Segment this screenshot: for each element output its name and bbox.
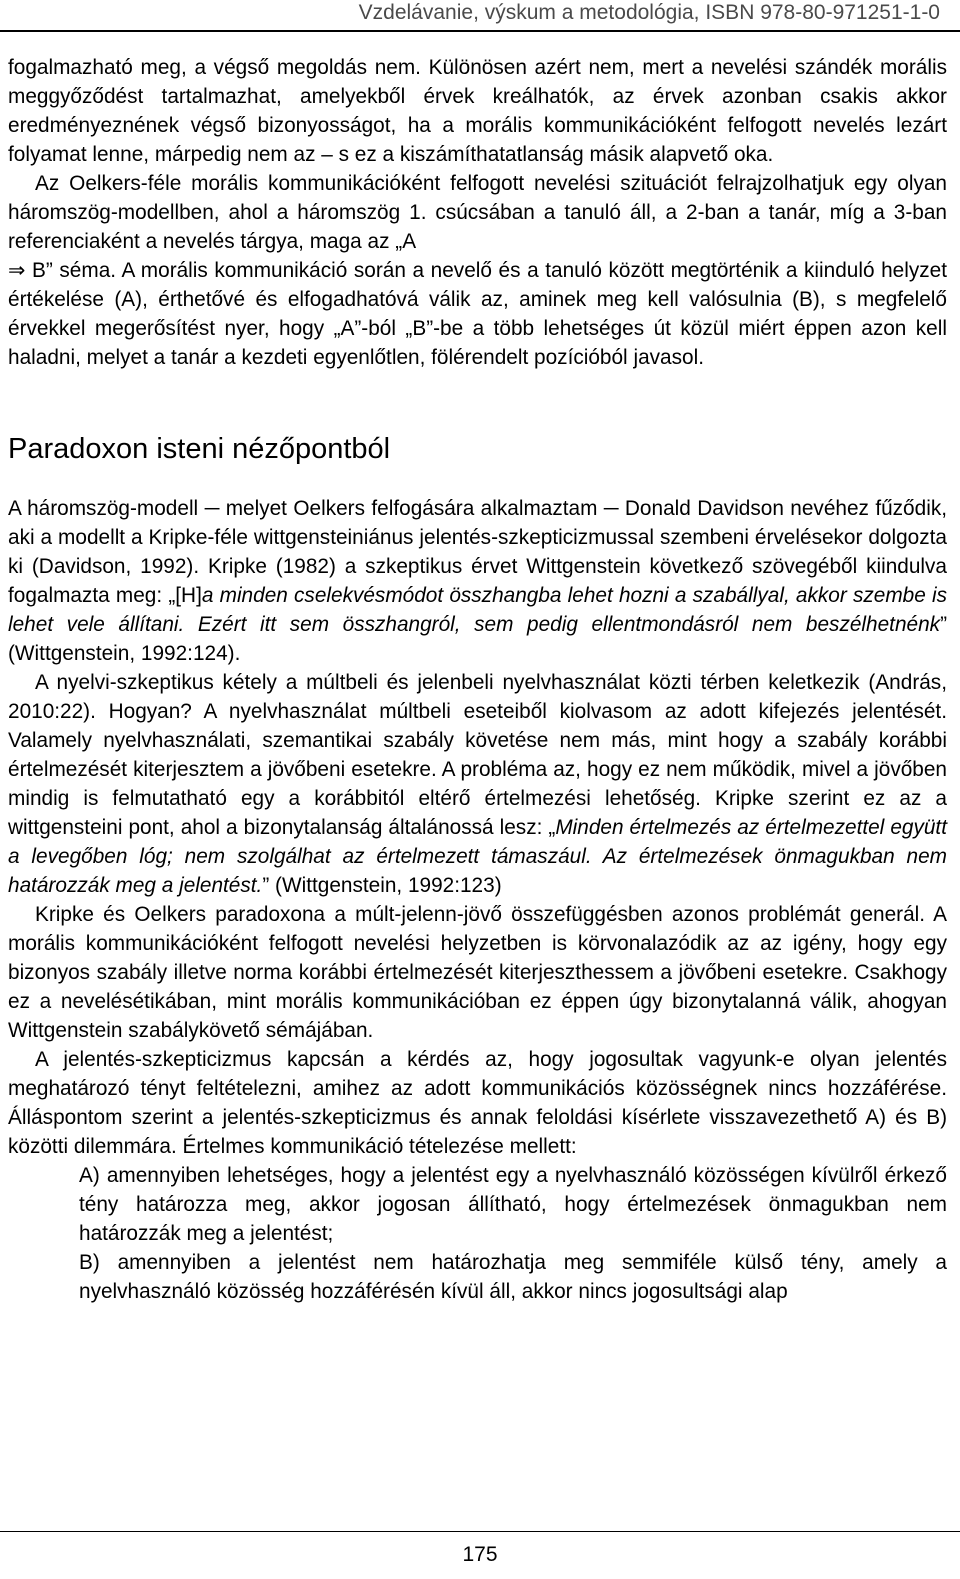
quote-italic: Minden értelmezés az értelmezettel együtt a levegőben lóg; nem szolgálhat az értelmezett támaszául. Az értelmezések önmagukban nem határozzák meg a jelentést. [8,816,947,897]
footer-rule [0,1531,960,1532]
list-item-b: B) amennyiben a jelentést nem határozhatja meg semmiféle külső tény, amely a nyelvhasználó közösség hozzáférésén kívül áll, akkor nincs jogosultsági alap [79,1251,947,1303]
header-rule [0,30,960,32]
page-number: 175 [462,1543,498,1566]
paragraph [8,668,947,900]
page-body [8,53,947,1306]
section-heading: Paradoxon isteni nézőpontból [8,433,391,465]
list-item-a: A) amennyiben lehetséges, hogy a jelentést egy a nyelvhasználó közösségen kívülről érkező tény határozza meg, akkor jogosan állítható, hogy értelmezések önmagukban nem határozzák meg a jelentést; [79,1164,947,1245]
paragraph: A jelentés-szkepticizmus kapcsán a kérdés az, hogy jogosultak vagyunk-e olyan jelentés meghatározó tényt feltételezni, amihez az adott kommunikációs közösségnek nincs hozzáférése. Álláspontom szerint a jelentés-szkepticizmus és annak feloldási kísérlete visszavezethető A) és B) közötti dilemmára. Értelmes kommunikáció tételezése mellett: [8,1048,947,1158]
paragraph: Kripke és Oelkers paradoxona a múlt-jelenn-jövő összefüggésben azonos problémát generál. A morális kommunikációként felfogott nevelési helyzetben is körvonalazódik az az igény, hogy egy bizonyos szabály illetve norma korábbi értelmezését kiterjeszthessem a jövőbeni esetekre. Csakhogy ez a nevelésétikában, mint morális kommunikációban ez éppen úgy bizonytalanná válik, ahogyan Wittgenstein szabálykövető sémájában. [8,903,947,1042]
paragraph-text: Az Oelkers-féle morális kommunikációként felfogott nevelési szituációt felrajzolhatjuk egy olyan háromszög-modellben, ahol a háromszög 1. csúcsában a tanuló áll, a 2-ban a tanár, míg a 3-ban referenciaként a nevelés tárgya, maga az „A [8,172,947,253]
paragraph: fogalmazható meg, a végső megoldás nem. Különösen azért nem, mert a nevelési szándék morális meggyőződést tartalmazhat, amelyekből érvek kreálhatók, az érvek azonban csakis akkor eredményeznének végső bizonyosságot, ha a morális kommunikációként felfogott nevelés lezárt folyamat lenne, márpedig nem az – s ez a kiszámíthatatlanság másik alapvető oka. [8,56,947,166]
paragraph-text: ” (Wittgenstein, 1992:123) [262,874,502,897]
running-header: Vzdelávanie, výskum a metodológia, ISBN 978-80-971251-1-0 [358,1,940,24]
paragraph-text: ” (Wittgenstein, 1992:124). [8,613,947,665]
quote-italic: a minden cselekvésmódot összhangba lehet hozni a szabállyal, akkor szembe is lehet vele állítani. Ezért itt sem összhangról, sem pedig ellentmondásról nem beszélhetnénk [8,584,947,636]
paragraph-text: B” séma. A morális kommunikáció során a nevelő és a tanuló között megtörténik a kiinduló helyzet értékelése (A), érthetővé és elfogadhatóvá válik az, aminek meg kell valósulnia (B), s megfelelő érvekkel megerősítést nyer, hogy „A”-ból „B”-be a több lehetséges út közül miért éppen azon kell haladni, melyet a tanár a kezdeti egyenlőtlen, fölérendelt pozícióból javasol. [8,259,947,369]
paragraph [8,494,947,668]
paragraph-text: A háromszög-modell ─ melyet Oelkers felfogására alkalmaztam ─ Donald Davidson nevéhez fűződik, aki a modellt a Kripke-féle wittgensteiniánus jelentés-szkepticizmussal szembeni érvelésekor dolgozta ki (Davidson, 1992). Kripke (1982) a szkeptikus érvet Wittgenstein következő szövegéből kiindulva fogalmazta meg: „[H] [8,497,947,607]
paragraph-text: A nyelvi-szkeptikus kétely a múltbeli és jelenbeli nyelvhasználat közti térben keletkezik (András, 2010:22). Hogyan? A nyelvhasználat múltbeli eseteiből kiolvasom az adott kifejezés jelentését. Valamely nyelvhasználati, szemantikai szabály követése nem más, mint hogy a szabály korábbi értelmezését kiterjesztem a jövőbeni esetekre. A probléma az, hogy ez nem működik, mivel a jövőben mindig is felmutatható egy a korábbitól eltérő értelmezési lehetőség. Kripke szerint ez az a wittgensteini pont, ahol a bizonytalanság általánossá lesz: „ [8,671,947,839]
paragraph [8,169,947,372]
double-arrow-icon: ⇒ [8,259,26,282]
